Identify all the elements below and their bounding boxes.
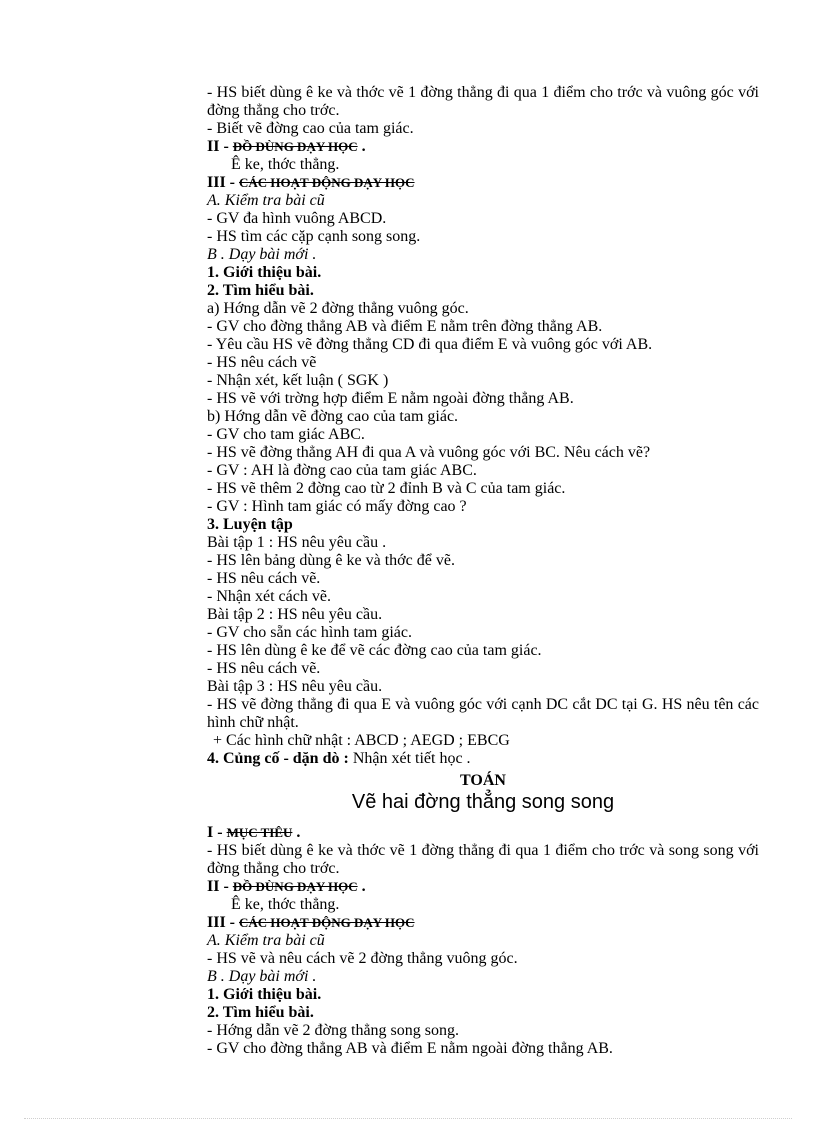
part-a-line-1: - GV đa hình vuông ABCD. (207, 210, 387, 227)
exercise-line: - HS nêu cách vẽ. (207, 570, 321, 587)
exercise-line: Bài tập 1 : HS nêu yêu cầu . (207, 534, 387, 551)
section-3-heading: III - CÁC HOẠT ĐỘNG DẠY HỌC (207, 174, 415, 191)
step-line: - GV : Hình tam giác có mấy đờng cao ? (207, 498, 467, 515)
exercise-line: - HS vẽ đờng thẳng đi qua E và vuông góc với cạnh DC cắt DC tại G. HS nêu tên các hình chữ nhật. (207, 696, 759, 731)
heading-intro: 1. Giới thiệu bài. (207, 264, 322, 281)
step-line: - HS vẽ đờng thẳng AH đi qua A và vuông góc với BC. Nêu cách vẽ? (207, 444, 651, 461)
step-line: a) Hớng dẫn vẽ 2 đờng thẳng vuông góc. (207, 300, 469, 317)
heading-consolidation: 4. Củng cố - dặn dò : Nhận xét tiết học . (207, 750, 471, 767)
part-a-line-1: - HS vẽ và nêu cách vẽ 2 đờng thẳng vuông góc. (207, 950, 518, 967)
step-line: - GV : AH là đờng cao của tam giác ABC. (207, 462, 477, 479)
heading-practice: 3. Luyện tập (207, 516, 293, 533)
objective-line-2: - Biết vẽ đờng cao của tam giác. (207, 120, 414, 137)
step-line: - Yêu cầu HS vẽ đờng thẳng CD đi qua điểm E và vuông góc với AB. (207, 336, 653, 353)
section-2-heading: II - ĐỒ DÙNG DẠY HỌC . (207, 138, 366, 155)
exercise-line: - HS nêu cách vẽ. (207, 660, 321, 677)
step-line: - HS nêu cách vẽ (207, 354, 317, 371)
lesson-title: Vẽ hai đờng thẳng song song (351, 791, 615, 813)
section-2-heading: II - ĐỒ DÙNG DẠY HỌC . (207, 878, 366, 895)
heading-explore: 2. Tìm hiểu bài. (207, 1004, 314, 1021)
part-a-line-2: - HS tìm các cặp cạnh song song. (207, 228, 421, 245)
step-line: - Hớng dẫn vẽ 2 đờng thẳng song song. (207, 1022, 460, 1039)
section-1-heading: I - MỤC TIÊU . (207, 824, 301, 841)
step-line: - Nhận xét, kết luận ( SGK ) (207, 372, 389, 389)
section-3-heading: III - CÁC HOẠT ĐỘNG DẠY HỌC (207, 914, 415, 931)
objective-line: - HS biết dùng ê ke và thớc vẽ 1 đờng thẳng đi qua 1 điểm cho trớc và song song với đờng thẳng cho trớc. (207, 842, 759, 877)
step-line: - HS vẽ thêm 2 đờng cao từ 2 đỉnh B và C của tam giác. (207, 480, 566, 497)
objective-line-1: - HS biết dùng ê ke và thớc vẽ 1 đờng thẳng đi qua 1 điểm cho trớc và vuông góc với đờng thẳng cho trớc. (207, 84, 759, 119)
step-line: - HS vẽ với trờng hợp điểm E nằm ngoài đờng thẳng AB. (207, 390, 574, 407)
part-b-heading: B . Dạy bài mới . (207, 968, 317, 985)
heading-explore: 2. Tìm hiểu bài. (207, 282, 314, 299)
step-line: - GV cho đờng thẳng AB và điểm E nằm trên đờng thẳng AB. (207, 318, 603, 335)
tools-line: Ê ke, thớc thẳng. (231, 896, 340, 913)
exercise-line: - GV cho sẵn các hình tam giác. (207, 624, 412, 641)
step-line: b) Hớng dẫn vẽ đờng cao của tam giác. (207, 408, 459, 425)
exercise-line: + Các hình chữ nhật : ABCD ; AEGD ; EBCG (213, 732, 510, 749)
step-line: - GV cho đờng thẳng AB và điểm E nằm ngoài đờng thẳng AB. (207, 1040, 613, 1057)
part-a-heading: A. Kiểm tra bài cũ (207, 192, 325, 209)
step-line: - GV cho tam giác ABC. (207, 426, 365, 443)
page-bottom-rule (24, 1118, 792, 1119)
exercise-line: - Nhận xét cách vẽ. (207, 588, 331, 605)
exercise-line: - HS lên bảng dùng ê ke và thớc để vẽ. (207, 552, 455, 569)
exercise-line: Bài tập 3 : HS nêu yêu cầu. (207, 678, 383, 695)
part-a-heading: A. Kiểm tra bài cũ (207, 932, 325, 949)
tools-line: Ê ke, thớc thẳng. (231, 156, 340, 173)
part-b-heading: B . Dạy bài mới . (207, 246, 317, 263)
exercise-line: - HS lên dùng ê ke để vẽ các đờng cao của tam giác. (207, 642, 542, 659)
exercise-line: Bài tập 2 : HS nêu yêu cầu. (207, 606, 383, 623)
subject-label: TOÁN (460, 772, 506, 789)
heading-intro: 1. Giới thiệu bài. (207, 986, 322, 1003)
document-page (207, 84, 759, 1058)
